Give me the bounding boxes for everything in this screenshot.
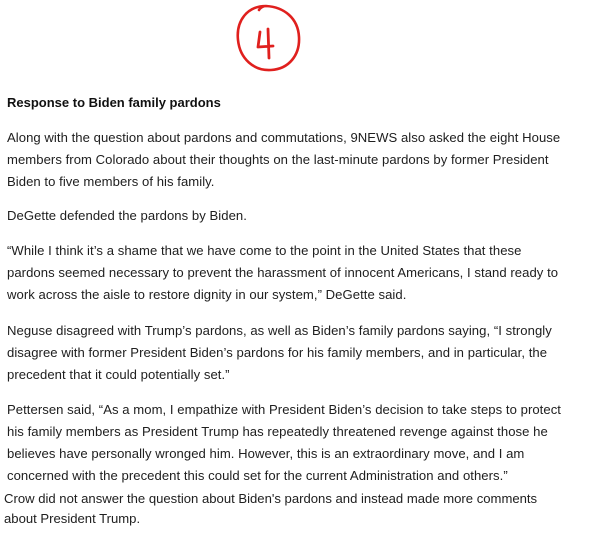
paragraph-line: Pettersen said, “As a mom, I empathize with President Biden’s decision to take steps to protect xyxy=(7,402,561,417)
paragraph-line: “While I think it’s a shame that we have come to the point in the United States that these xyxy=(7,243,522,258)
paragraph-line: members from Colorado about their thoughts on the last-minute pardons by former President xyxy=(7,152,549,167)
paragraph-line: concerned with the precedent this could set for the current Administration and others.” xyxy=(7,468,508,483)
section-heading: Response to Biden family pardons xyxy=(7,95,221,110)
paragraph-line: his family members as President Trump has repeatedly threatened revenge against those he xyxy=(7,424,548,439)
paragraph-intro xyxy=(7,127,560,193)
paragraph-line: believes have personally wronged him. However, this is an extraordinary move, and I am xyxy=(7,446,525,461)
paragraph-line: precedent that it could potentially set.” xyxy=(7,367,230,382)
red-circle-mark xyxy=(233,3,303,75)
paragraph-line: pardons seemed necessary to prevent the harassment of innocent Americans, I stand ready to xyxy=(7,265,559,280)
paragraph-crow xyxy=(4,489,537,529)
paragraph-line: Neguse disagreed with Trump’s pardons, as well as Biden’s family pardons saying, “I strongly xyxy=(7,323,552,338)
paragraph-line: DeGette defended the pardons by Biden. xyxy=(7,208,247,223)
paragraph-line: about President Trump. xyxy=(4,511,141,526)
handwritten-number-annotation xyxy=(233,3,303,75)
paragraph-line: Biden to five members of his family. xyxy=(7,174,215,189)
paragraph-line: disagree with former President Biden’s pardons for his family members, and in particular, the xyxy=(7,345,548,360)
paragraph-degette xyxy=(7,205,247,227)
paragraph-degette-quote xyxy=(7,240,558,306)
paragraph-line: work across the aisle to restore dignity in our system,” DeGette said. xyxy=(7,287,407,302)
paragraph-line: Crow did not answer the question about Biden's pardons and instead made more comments xyxy=(4,491,538,506)
paragraph-pettersen xyxy=(7,399,561,487)
paragraph-neguse xyxy=(7,320,552,386)
paragraph-line: Along with the question about pardons and commutations, 9NEWS also asked the eight House xyxy=(7,130,561,145)
